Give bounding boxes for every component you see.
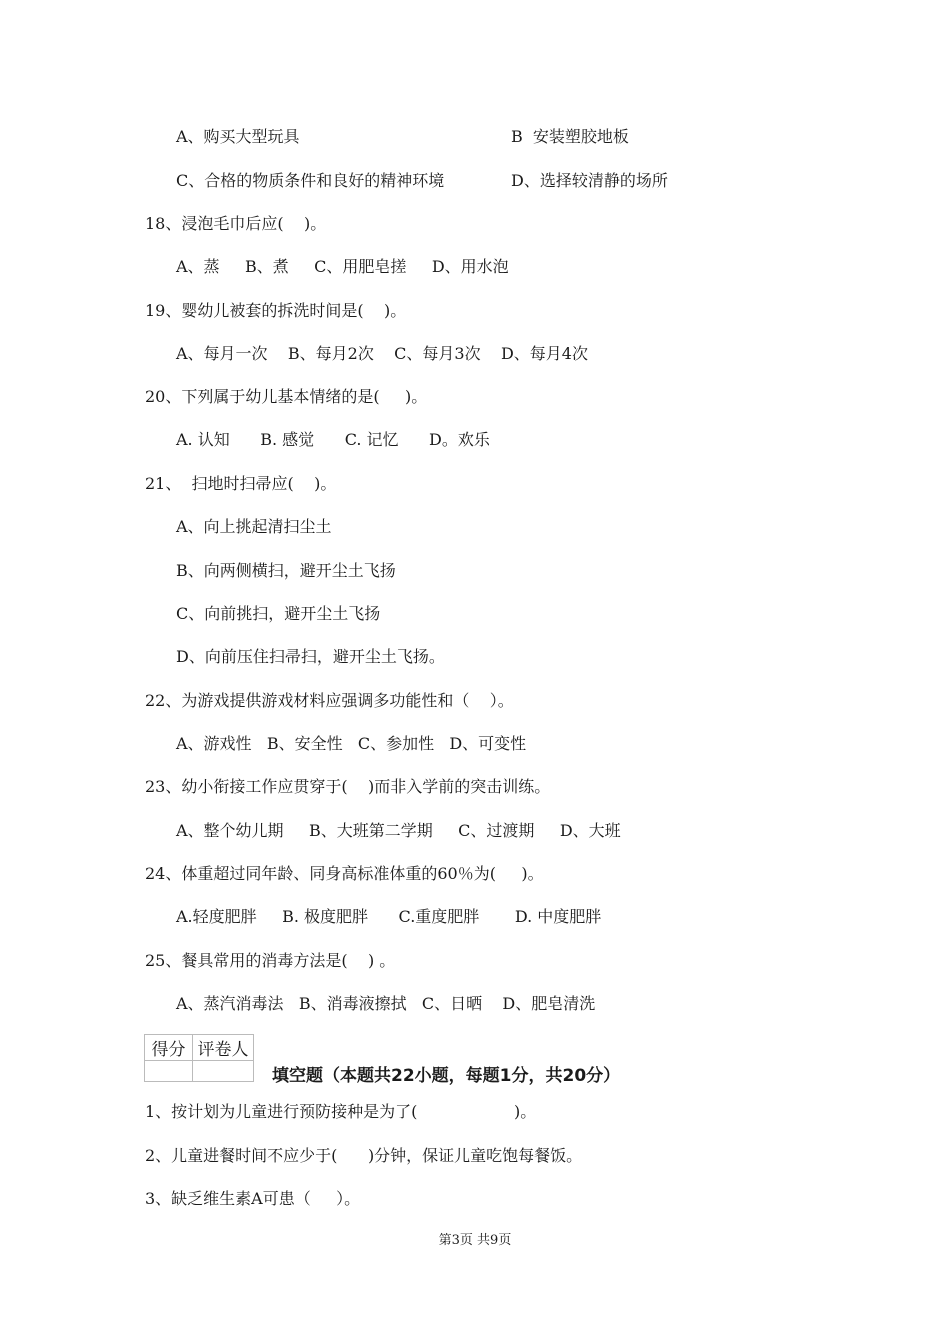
grader-cell	[193, 1061, 254, 1082]
q17-opt-a: A、购买大型玩具	[176, 127, 300, 146]
q24-opts: A.轻度肥胖 B. 极度肥胖 C.重度肥胖 D. 中度肥胖	[176, 907, 602, 926]
q22: 22、为游戏提供游戏材料应强调多功能性和（ ）。	[145, 691, 514, 710]
section-title: 填空题（本题共22小题，每题1分，共20分）	[272, 1066, 621, 1086]
page-footer: 第3页 共9页	[438, 1233, 512, 1248]
q19: 19、婴幼儿被套的拆洗时间是( )。	[145, 301, 407, 320]
q25: 25、餐具常用的消毒方法是( ) 。	[145, 951, 396, 970]
q23-opts: A、整个幼儿期 B、大班第二学期 C、过渡期 D、大班	[176, 821, 621, 840]
q21-opt-d: D、向前压住扫帚扫，避开尘土飞扬。	[176, 647, 445, 666]
score-cell	[145, 1061, 193, 1082]
q17-opt-b: B 安装塑胶地板	[511, 127, 629, 146]
q21-opt-c: C、向前挑扫，避开尘土飞扬	[176, 604, 381, 623]
q20-opts: A. 认知 B. 感觉 C. 记忆 D。欢乐	[176, 430, 490, 449]
fill-3: 3、缺乏维生素A可患（ ）。	[145, 1189, 361, 1208]
q17-opt-d: D、选择较清静的场所	[511, 171, 668, 190]
q19-opts: A、每月一次 B、每月2次 C、每月3次 D、每月4次	[176, 344, 588, 363]
grader-label: 评卷人	[193, 1035, 254, 1061]
q21-opt-b: B、向两侧横扫，避开尘土飞扬	[176, 561, 396, 580]
q17-opt-c: C、合格的物质条件和良好的精神环境	[176, 171, 445, 190]
score-label: 得分	[145, 1035, 193, 1061]
q24: 24、体重超过同年龄、同身高标准体重的60％为( )。	[145, 864, 544, 883]
q20: 20、下列属于幼儿基本情绪的是( )。	[145, 387, 428, 406]
score-table	[144, 1034, 254, 1082]
q22-opts: A、游戏性 B、安全性 C、参加性 D、可变性	[176, 734, 527, 753]
q21: 21、 扫地时扫帚应( )。	[145, 474, 337, 493]
q25-opts: A、蒸汽消毒法 B、消毒液擦拭 C、日晒 D、肥皂清洗	[176, 994, 596, 1013]
q18: 18、浸泡毛巾后应( )。	[145, 214, 327, 233]
q23: 23、幼小衔接工作应贯穿于( )而非入学前的突击训练。	[145, 777, 551, 796]
q21-opt-a: A、向上挑起清扫尘土	[176, 517, 332, 536]
fill-2: 2、儿童进餐时间不应少于( )分钟，保证儿童吃饱每餐饭。	[145, 1146, 583, 1165]
q18-opts: A、蒸 B、煮 C、用肥皂搓 D、用水泡	[176, 257, 509, 276]
fill-1: 1、按计划为儿童进行预防接种是为了( )。	[145, 1102, 537, 1121]
